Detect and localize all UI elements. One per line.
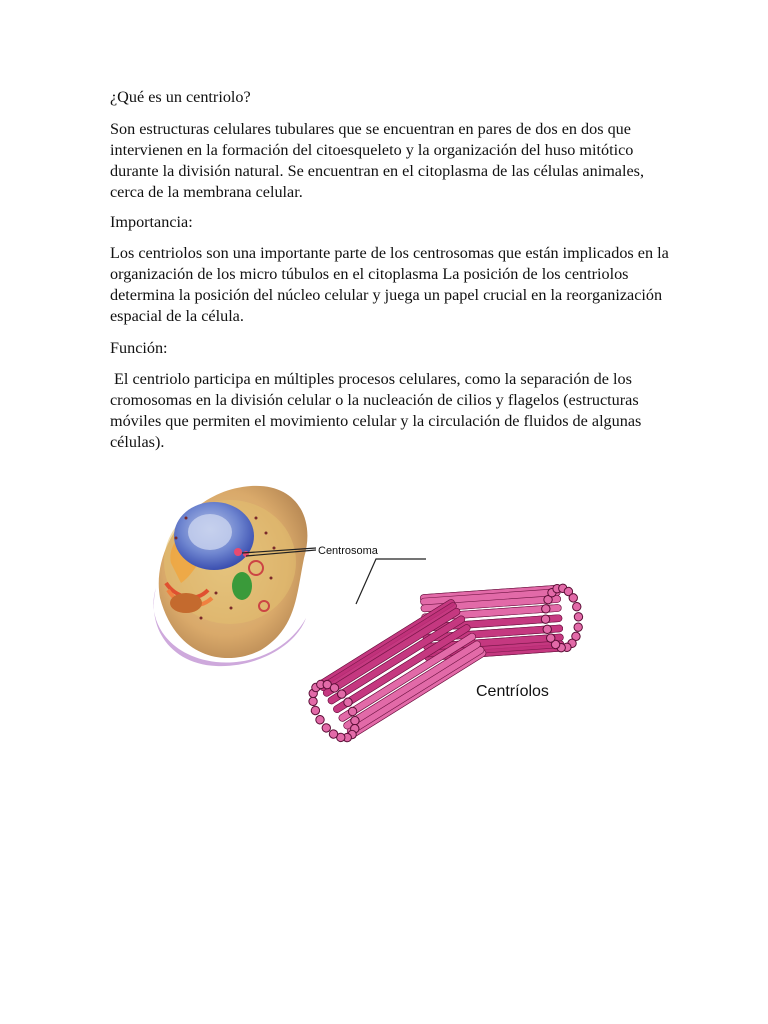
- function-heading: [110, 338, 670, 359]
- microtubule-end: [572, 602, 581, 611]
- importance-paragraph: [110, 243, 670, 327]
- illustration-svg: [146, 478, 592, 760]
- importance-text: Los centriolos son una importante parte de los centrosomas que están implicados en la organización de los micro túbulos en el citoplasma La posición de los centriolos determina la posición del núcleo celular y juega un papel crucial en la reorganización espacial de la célula.: [110, 244, 669, 325]
- centrosome-illustration: [146, 478, 592, 760]
- function-paragraph: [110, 369, 670, 453]
- importance-heading: [110, 212, 670, 233]
- animal-cell: [154, 486, 308, 666]
- microtubule-end: [543, 625, 552, 634]
- mitochondrion: [170, 593, 202, 613]
- microtubule-end: [574, 612, 583, 621]
- chloroplast-like-organelle: [232, 572, 252, 600]
- question-title: [110, 87, 670, 108]
- centrioles-label: Centríolos: [476, 683, 549, 700]
- definition-paragraph: [110, 119, 670, 203]
- nucleolus: [188, 514, 232, 550]
- centrosome-label: Centrosoma: [318, 545, 378, 557]
- question-title-text: ¿Qué es un centriolo?: [110, 88, 251, 106]
- function-heading-text: Función:: [110, 339, 168, 357]
- function-text: El centriolo participa en múltiples procesos celulares, como la separación de los cromosomas en la división celular o la nucleación de cilios y flagelos (estructuras móviles que permiten el movimiento celular y la circulación de fluidos de algunas células).: [110, 370, 646, 451]
- importance-heading-text: Importancia:: [110, 213, 193, 231]
- centrosome-dot: [234, 548, 242, 556]
- microtubule-end: [541, 604, 550, 613]
- microtubule-end: [569, 593, 578, 602]
- definition-text: Son estructuras celulares tubulares que se encuentran en pares de dos en dos que intervienen en la formación del citoesqueleto y la organización del huso mitótico durante la división natural. Se encuentran en el citoplasma de las células animales, cerca de la membrana celular.: [110, 120, 644, 201]
- microtubule-end: [546, 634, 555, 643]
- microtubule-end: [310, 705, 322, 717]
- centriole-diagonal: [299, 598, 488, 751]
- microtubule-end: [541, 615, 550, 624]
- microtubule-end: [574, 623, 583, 632]
